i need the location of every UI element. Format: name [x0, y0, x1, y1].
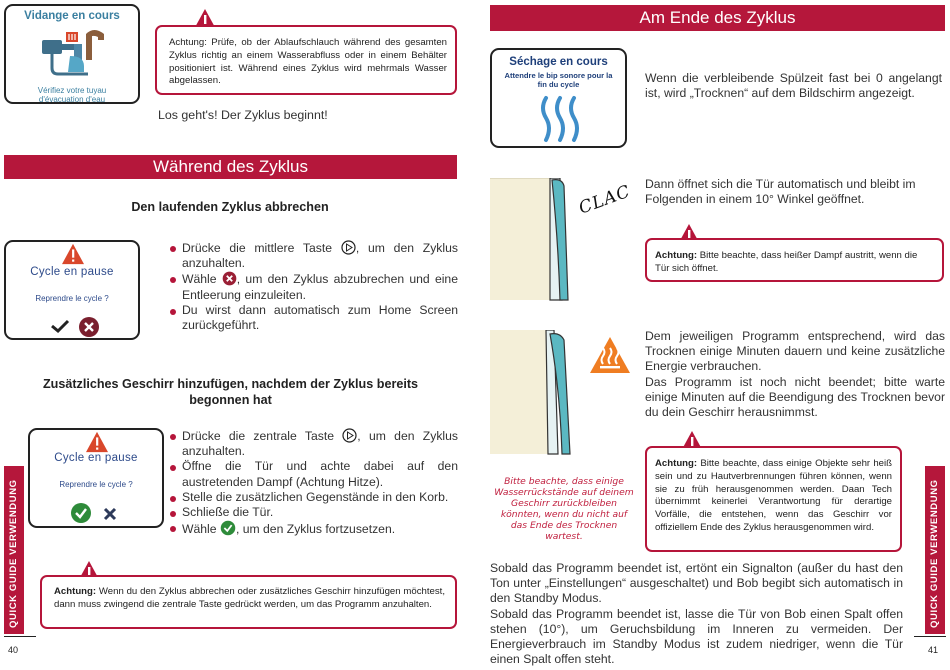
add-step-1: Drücke die zentrale Taste , um den Zyklus anzuhalten. — [170, 428, 458, 459]
clac-sound-text: CLAC — [576, 181, 634, 219]
add-heading-line-1: Zusätzliches Geschirr hinzufügen, nachdem der Zyklus bereits — [42, 377, 419, 391]
alert-text: Wenn du den Zyklus abbrechen oder zusätzliches Geschirr hinzufügen möchtest, dann muss zwingend die zentrale Taste gedrückt werden, um das Programm anzuhalten. — [54, 586, 445, 610]
play-button-icon — [341, 240, 356, 255]
drying-duration-text: Dem jeweiligen Programm entsprechend, wird das Trocknen einige Minuten dauern und keine zusätzliche Energie verbrauchen. Das Programm ist noch nicht beendet; bitte warte einige Minuten auf die Beendigung des Trocknen bevor du dein Geschirr herausnimmst. — [645, 329, 945, 420]
pause-screen-question: Reprendre le cycle ? — [59, 480, 133, 489]
add-steps — [170, 428, 458, 537]
start-text: Los geht's! Der Zyklus beginnt! — [158, 108, 328, 122]
handwritten-note: Bitte beachte, dass einige Wasserrückstände auf deinem Geschirr zurückbleiben könnten, wenn du nicht auf das Ende des Trocknen wartest. — [494, 476, 634, 542]
add-step-3: Stelle die zusätzlichen Gegenstände in den Korb. — [170, 490, 458, 505]
drain-alert-text: Achtung: Prüfe, ob der Ablaufschlauch während des gesamten Zyklus richtig an einem Wasserabfluss oder in einem Behälter positioniert ist. Während eines Zyklus wird mehrmals Wasser abgelassen. — [169, 37, 447, 87]
warning-icon — [61, 243, 85, 265]
cancel-icon[interactable] — [102, 506, 118, 522]
door-ajar-illustration — [490, 330, 572, 456]
pause-screen-title: Cycle en pause — [54, 452, 138, 464]
tap-faucet-icon — [40, 26, 110, 78]
drain-screen-title: Vidange en cours — [24, 10, 120, 22]
hot-surface-icon — [589, 336, 631, 374]
add-step-4: Schließe die Tür. — [170, 505, 458, 520]
door-open-illustration — [490, 178, 570, 302]
cancel-step-1: Drücke die mittlere Taste , um den Zyklus anzuhalten. — [170, 240, 458, 271]
check-icon — [220, 520, 236, 536]
alert-text: Bitte beachte, dass einige Objekte sehr heiß sein und zu Hautverbrennungen führen können, wenn sie zu früh herausgenommen werden. Daan Tech übernimmt keinerlei Verantwortung für derartige Vorfälle, die entstehen, wenn das Geschirr vor offiziellem Ende des Zyklus herausgenommen wird. — [655, 458, 892, 533]
cancel-step-3: Du wirst dann automatisch zum Home Screen zurückgeführt. — [170, 303, 458, 333]
cancel-step-2: Wähle , um den Zyklus abzubrechen und eine Entleerung einzuleiten. — [170, 271, 458, 302]
burn-alert — [645, 446, 902, 552]
pause-screen-cancel — [4, 240, 140, 340]
add-heading — [4, 376, 457, 408]
side-tab-label: QUICK GUIDE VERWENDUNG — [8, 479, 19, 628]
check-icon[interactable] — [70, 502, 92, 524]
door-open-text: Dann öffnet sich die Tür automatisch und bleibt im Folgenden in einem 10° Winkel geöffnet. — [645, 177, 916, 207]
end-banner: Am Ende des Zyklus — [490, 5, 945, 31]
drying-screen-title: Séchage en cours — [509, 56, 608, 68]
warning-icon — [85, 431, 109, 453]
alert-text: Bitte beachte, dass heißer Dampf austritt, wenn die Tür sich öffnet. — [655, 250, 918, 274]
drying-screen-caption: Attendre le bip sonore pour la fin du cycle — [504, 71, 613, 89]
steam-icon — [538, 94, 582, 144]
cancel-icon[interactable] — [78, 316, 100, 338]
cancel-icon — [222, 271, 237, 286]
pause-screen-add — [28, 428, 164, 528]
alert-label: Achtung: — [655, 458, 698, 469]
cancel-steps — [170, 240, 458, 333]
side-tab-right — [925, 466, 945, 634]
drain-alert — [155, 25, 457, 95]
alert-label: Achtung: — [655, 250, 698, 261]
steam-alert — [645, 238, 944, 282]
side-tab-label: QUICK GUIDE VERWENDUNG — [929, 479, 940, 628]
drying-screen-text: Wenn die verbleibende Spülzeit fast bei 0 angelangt ist, wird „Trocknen“ auf dem Bildschirm angezeigt. — [645, 71, 942, 101]
alert-label: Achtung: — [54, 586, 97, 597]
add-step-5: Wähle , um den Zyklus fortzusetzen. — [170, 520, 458, 537]
program-end-text: Sobald das Programm beendet ist, ertönt ein Signalton (außer du hast den Ton unter „Einstellungen“ ausgeschaltet) und Bob begibt sich automatisch in den Standby Modus. Sobald das Programm beendet ist, lasse die Tür von Bob einen Spalt offen stehen (10°), um Geruchsbildung im Inneren zu vermeiden. Der Energieverbrauch im Standby Modus ist zudem niedriger, wenn die Tür einen Spalt offen steht. — [490, 561, 903, 667]
pause-screen-question: Reprendre le cycle ? — [35, 294, 109, 303]
play-button-icon — [342, 428, 357, 443]
pause-screen-title: Cycle en pause — [30, 266, 114, 278]
during-banner: Während des Zyklus — [4, 155, 457, 179]
page-number-right: 41 — [928, 645, 939, 655]
bottom-alert — [40, 575, 457, 629]
side-tab-left — [4, 466, 24, 634]
add-step-2: Öffne die Tür und achte dabei auf den austretenden Dampf (Achtung Hitze). — [170, 459, 458, 489]
drain-screen-caption: Vérifiez votre tuyau d'évacuation d'eau — [37, 86, 107, 104]
cancel-heading: Den laufenden Zyklus abbrechen — [131, 200, 329, 214]
drain-screen — [4, 4, 140, 104]
add-heading-line-2: begonnen hat — [189, 393, 272, 407]
check-icon[interactable] — [50, 318, 70, 334]
drying-screen — [490, 48, 627, 148]
page-number-left: 40 — [8, 645, 19, 655]
